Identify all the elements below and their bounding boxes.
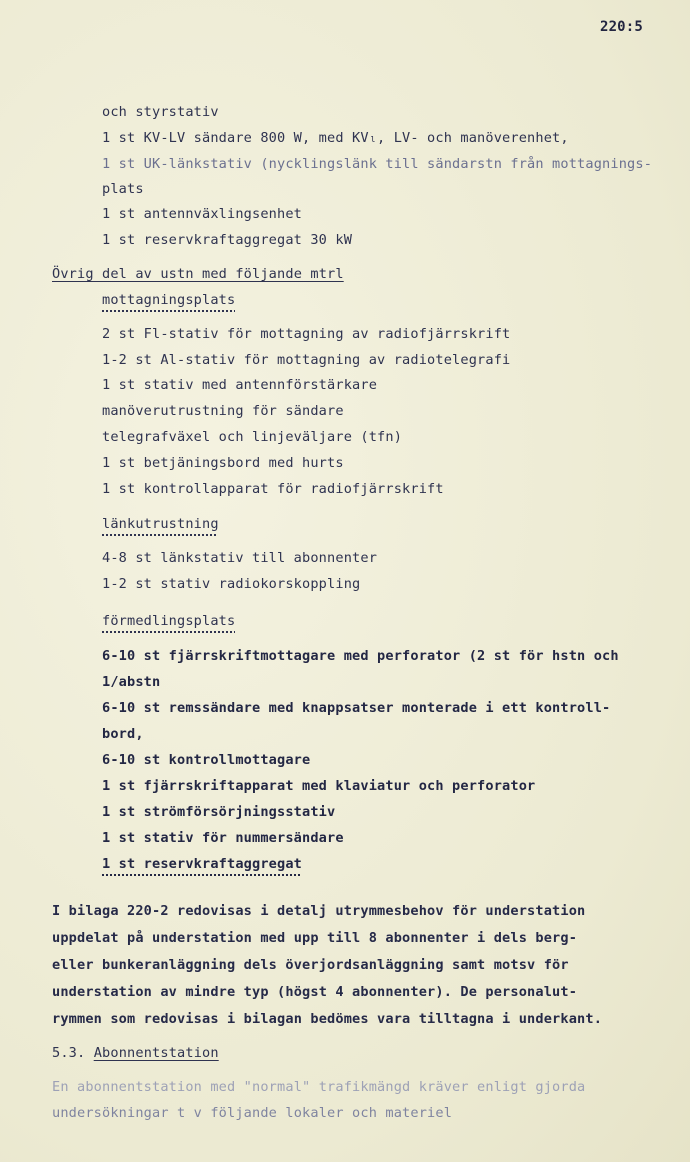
- list-item: 1 st reservkraftaggregat 30 kW: [102, 232, 353, 248]
- list-item: 6-10 st kontrollmottagare: [102, 752, 311, 768]
- list-item: 1-2 st stativ radiokorskoppling: [102, 576, 361, 592]
- list-item: 1 st UK-länkstativ (nycklingslänk till sändarstn från mottagnings-: [102, 156, 653, 172]
- closing-line: En abonnentstation med "normal" trafikmängd kräver enligt gjorda: [52, 1079, 586, 1095]
- list-item: 1 st antennväxlingsenhet: [102, 206, 303, 222]
- list-item: 6-10 st fjärrskriftmottagare med perforator (2 st för hstn och: [102, 648, 619, 664]
- page-number: 220:5: [600, 19, 643, 35]
- list-item: 1 st strömförsörjningsstativ: [102, 804, 336, 820]
- list-item: bord,: [102, 726, 144, 742]
- list-item: manöverutrustning för sändare: [102, 403, 344, 419]
- list-item: 1 st stativ för nummersändare: [102, 830, 344, 846]
- list-item: telegrafväxel och linjeväljare (tfn): [102, 429, 403, 445]
- list-item: plats: [102, 181, 144, 197]
- list-item: 1 st betjäningsbord med hurts: [102, 455, 344, 471]
- section-title: Abonnentstation: [93, 1045, 219, 1061]
- subsection-title: mottagningsplats: [102, 292, 236, 308]
- section-number: 5.3.: [52, 1045, 86, 1061]
- paragraph-line: rymmen som redovisas i bilagan bedömes vara tilltagna i underkant.: [52, 1011, 603, 1027]
- section-heading: Övrig del av ustn med följande mtrl: [52, 266, 344, 282]
- section-heading-53: [52, 1044, 219, 1062]
- paragraph-line: understation av mindre typ (högst 4 abonnenter). De personalut-: [52, 984, 578, 1000]
- list-item: 6-10 st remssändare med knappsatser monterade i ett kontroll-: [102, 700, 611, 716]
- list-item: 1 st fjärrskriftapparat med klaviatur och perforator: [102, 778, 536, 794]
- list-item: 1 st kontrollapparat för radiofjärrskrift: [102, 481, 444, 497]
- list-item: 1-2 st Al-stativ för mottagning av radiotelegrafi: [102, 352, 511, 368]
- subsection-title: länkutrustning: [102, 516, 219, 532]
- paragraph-line: uppdelat på understation med upp till 8 abonnenter i dels berg-: [52, 930, 578, 946]
- list-item: 2 st Fl-stativ för mottagning av radiofjärrskrift: [102, 326, 511, 342]
- list-item: 1 st KV-LV sändare 800 W, med KVₗ, LV- och manöverenhet,: [102, 130, 569, 146]
- list-item: 1/abstn: [102, 674, 161, 690]
- closing-line: undersökningar t v följande lokaler och materiel: [52, 1105, 453, 1121]
- list-item: 1 st stativ med antennförstärkare: [102, 377, 378, 393]
- list-item: 4-8 st länkstativ till abonnenter: [102, 550, 378, 566]
- paragraph-line: eller bunkeranläggning dels överjordsanläggning samt motsv för: [52, 957, 569, 973]
- paragraph-line: I bilaga 220-2 redovisas i detalj utrymmesbehov för understation: [52, 903, 586, 919]
- list-item: och styrstativ: [102, 104, 219, 120]
- subsection-title: förmedlingsplats: [102, 613, 236, 629]
- list-item: 1 st reservkraftaggregat: [102, 856, 303, 872]
